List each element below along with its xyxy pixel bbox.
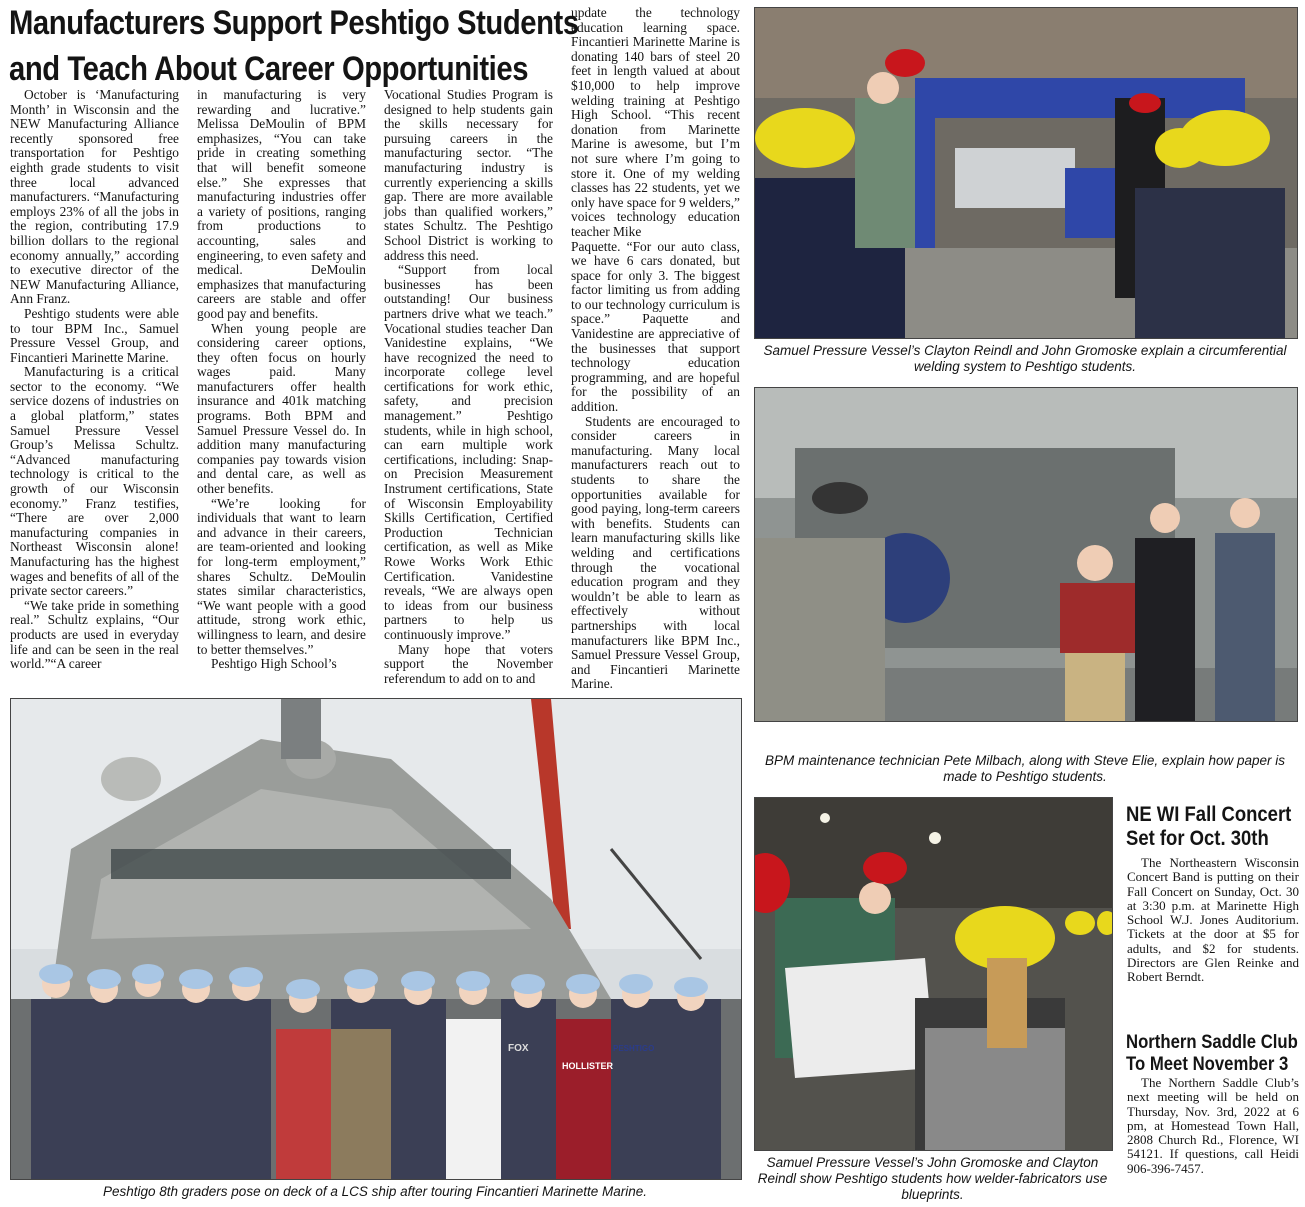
headline-line-1: Northern Saddle Club (1126, 1032, 1298, 1053)
article-column-2 (197, 88, 366, 672)
shirt-text-peshtigo: PESHTIGO (613, 1044, 655, 1053)
paragraph: Peshtigo students were able to tour BPM Inc., Samuel Pressure Vessel Group, and Fincantieri Marinette Marine. (10, 305, 179, 365)
shirt-text-fox: FOX (508, 1043, 529, 1054)
concert-brief-body (1127, 856, 1299, 985)
paper-photo-caption: BPM maintenance technician Pete Milbach, along with Steve Elie, explain how paper is made to Peshtigo students. (764, 753, 1286, 784)
blueprint-photo-caption: Samuel Pressure Vessel’s John Gromoske and Clayton Reindl show Peshtigo students how welder-fabricators use blueprints. (757, 1155, 1108, 1202)
paragraph: in manufacturing is very rewarding and lucrative.” Melissa DeMoulin of BPM emphasizes, “You can take pride in creating something that will benefit someone else.” She expresses that manufacturing industries offer a variety of positions, ranging from productions to accounting, sales and engineering, to even safety and medical. DeMoulin emphasizes that manufacturing careers are stable and offer good pay and benefits. (197, 87, 366, 321)
paragraph: Peshtigo High School’s (211, 656, 337, 672)
welding-system-photo (754, 7, 1298, 339)
headline-line-2: To Meet November 3 (1126, 1054, 1289, 1075)
paragraph: Paquette. “For our auto class, we have 6 cars donated, but space for only 3. The biggest factor limiting us from adding to our technology curriculum is space.” Paquette and Vanidestine are appreciative of the businesses that support technology education programming, and are hopeful for the possibility of an addition. (571, 238, 740, 415)
saddle-club-brief-body (1127, 1076, 1299, 1176)
paragraph: Manufacturing is a critical sector to the economy. “We service dozens of industries on a global platform,” states Samuel Pressure Vessel Group’s Melissa Schultz. “Advanced manufacturing technology is critical to the growth of our Wisconsin economy.” Franz testifies, “There are over 2,000 manufacturing companies in Northeast Wisconsin alone! Manufacturing has the highest wages and benefits of all of the private sector careers.” (10, 364, 179, 599)
article-column-4 (571, 6, 740, 692)
article-column-1 (10, 88, 179, 672)
paragraph: The Northeastern Wisconsin Concert Band is putting on their Fall Concert on Sunday, Oct. 30 at 3:30 p.m. at Marinette High School W.J. Jones Auditorium. Tickets at the door at $5 for adults, and $2 for students. Directors are Glen Reinke and Robert Berndt. (1127, 855, 1299, 985)
paragraph: “We’re looking for individuals that want to learn and advance in their careers, are team-oriented and looking for long-term employment,” shares Schultz. DeMoulin states similar characteristics, “We want people with a good attitude, strong work ethic, willingness to learn, and desire to better themselves.” (197, 495, 366, 657)
welding-photo-caption: Samuel Pressure Vessel’s Clayton Reindl and John Gromoske explain a circumferential welding system to Peshtigo students. (763, 343, 1287, 374)
ship-photo-caption: Peshtigo 8th graders pose on deck of a LCS ship after touring Fincantieri Marinette Marine. (102, 1184, 648, 1199)
paper-machine-photo (754, 387, 1298, 722)
paragraph: When young people are considering career options, they often focus on hourly wages paid. Many manufacturers offer health insurance and 401k matching programs. Both BPM and Samuel Pressure Vessel do. In addition many manufacturing companies pay towards vision and dental care, as well as other benefits. (197, 320, 366, 497)
concert-brief-headline (1126, 803, 1291, 851)
headline-line-1: Manufacturers Support Peshtigo Students (9, 4, 579, 42)
paragraph: Many hope that voters support the November referendum to add on to and (384, 641, 553, 686)
headline-line-2: and Teach About Career Opportunities (9, 50, 529, 88)
article-column-3 (384, 88, 553, 686)
paragraph: Vocational Studies Program is designed to help students gain the skills necessary for pursuing careers in the manufacturing sector. “The manufacturing industry is currently experiencing a skills gap. There are more available jobs than qualified workers,” states Schultz. The Peshtigo School District is working to address this need. (384, 87, 553, 263)
headline-line-1: NE WI Fall Concert (1126, 803, 1292, 826)
paragraph: “We take pride in something real.” Schultz explains, “Our products are used in everyday life and can be seen in the real world.”“A career (10, 597, 179, 672)
blueprint-photo (754, 797, 1113, 1151)
paragraph: “Support from local businesses has been outstanding! Our business partners drive what we teach.” Vocational studies teacher Dan Vanidestine explains, “We have recognized the need to incorporate college level certifications for work ethic, safety, and precision management.” Peshtigo students, while in high school, can earn multiple work certifications, including: Snap-on Precision Measurement Instrument certifications, State of Wisconsin Employability Skills Certification, Certified Production Technician certification, as well as Mike Rowe Works Work Ethic Certification. Vanidestine reveals, “We are always open to ideas from our business partners to help us continuously improve.” (384, 262, 553, 642)
paragraph: The Northern Saddle Club’s next meeting will be held on Thursday, Nov. 3rd, 2022 at 6 pm, at Homestead Town Hall, 2808 Church Rd., Florence, WI 54121. If questions, call Heidi 906-396-7457. (1127, 1075, 1299, 1176)
article-headline (9, 4, 579, 88)
shirt-text-hollister: HOLLISTER (562, 1061, 613, 1071)
paragraph: update the technology education learning space. Fincantieri Marinette Marine is donating 140 bars of steel 20 feet in length valued at about $10,000 to help improve welding training at Peshtigo High School. “This recent donation from Marinette Marine is awesome, but I’m not sure where I’m going to store it. One of my welding classes has 22 students, yet we only have space for 9 welders,” voices technology education teacher Mike (571, 5, 740, 239)
saddle-club-brief-headline (1126, 1032, 1298, 1076)
paragraph: October is ‘Manufacturing Month’ in Wisconsin and the NEW Manufacturing Alliance recently sponsored free transportation for Peshtigo eighth grade students to visit three local advanced manufacturers. “Manufacturing employs 23% of all the jobs in the region, contributing 17.9 billion dollars to the regional economy annually,” according to executive director of the NEW Manufacturing Alliance, Ann Franz. (10, 87, 179, 307)
paragraph: Students are encouraged to consider careers in manufacturing. Many local manufacturers reach out to students to share the opportunities available for good paying, long-term careers with benefits. Students can learn manufacturing skills like welding and certifications through the vocational education program and they wouldn’t be able to learn as effectively without partnerships with local manufacturers like BPM Inc., Samuel Pressure Vessel Group, and Fincantieri Marinette Marine. (571, 413, 740, 692)
ship-group-photo (10, 698, 742, 1180)
headline-line-2: Set for Oct. 30th (1126, 827, 1269, 850)
